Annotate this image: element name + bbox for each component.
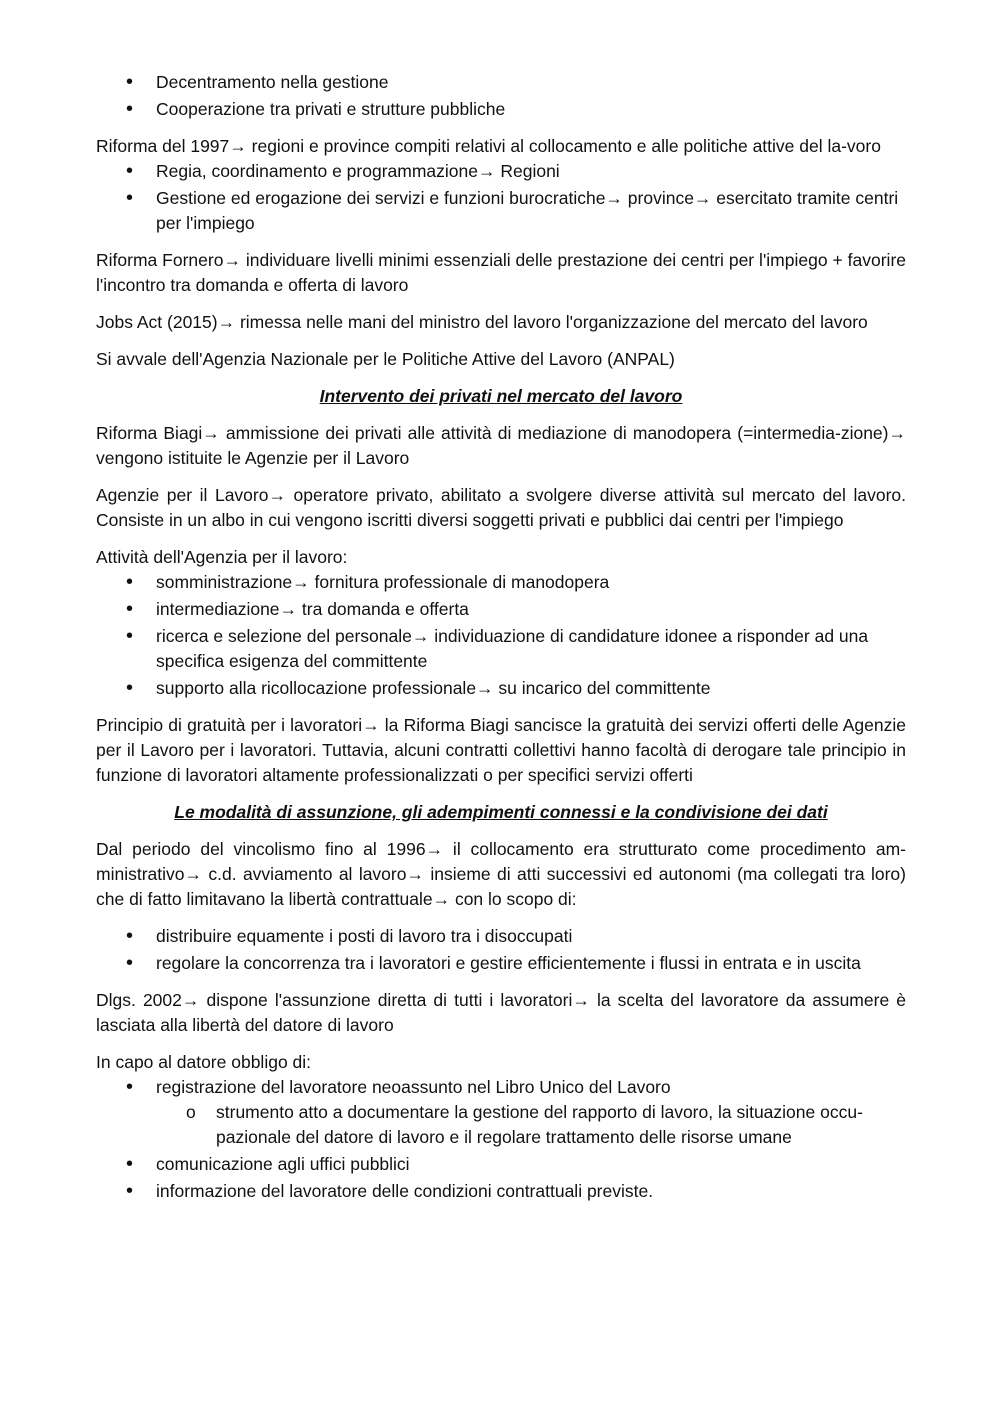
section-heading-privati: Intervento dei privati nel mercato del lavoro [319,386,683,406]
list-item: • somministrazione→ fornitura professionale di manodopera [96,570,906,595]
bullet-list-attivita [96,570,906,701]
paragraph-gratuita: Principio di gratuità per i lavoratori→ la Riforma Biagi sancisce la gratuità dei servizi offerti delle Agenzie per il Lavoro per i lavoratori. Tuttavia, alcuni contratti collettivi hanno facoltà di derogare tale principio in funzione di lavoratori altamente professionalizzati o per specifici servizi offerti [96,715,906,785]
sub-list-item: o strumento atto a documentare la gestione del rapporto di lavoro, la situazione occu-pazionale del datore di lavoro e il regolare trattamento delle risorse umane [156,1100,906,1150]
circle-bullet-icon [186,1100,196,1125]
paragraph-attivita: Attività dell'Agenzia per il lavoro: [96,547,348,567]
sub-list [156,1100,906,1150]
list-item: • Decentramento nella gestione [96,70,906,95]
bullet-list-obblighi [96,1075,906,1204]
bullet-icon [126,924,146,949]
paragraph-fornero: Riforma Fornero→ individuare livelli minimi essenziali delle prestazione dei centri per l'impiego + favorire l'incontro tra domanda e offerta di lavoro [96,250,906,295]
bullet-icon [126,676,146,701]
bullet-list-scopi [96,924,906,976]
list-item: • comunicazione agli uffici pubblici [96,1152,906,1177]
list-item: • Cooperazione tra privati e strutture pubbliche [96,97,906,122]
bullet-icon [126,597,146,622]
list-item: • Gestione ed erogazione dei servizi e funzioni burocratiche→ province→ esercitato tramite centri per l'impiego [96,186,906,236]
list-item: • supporto alla ricollocazione professionale→ su incarico del committente [96,676,906,701]
list-item: • distribuire equamente i posti di lavoro tra i disoccupati [96,924,906,949]
paragraph-agenzie: Agenzie per il Lavoro→ operatore privato, abilitato a svolgere diverse attività sul mercato del lavoro. Consiste in un albo in cui vengono iscritti diversi soggetti privati e pubblici dai centri per l'impiego [96,485,906,530]
list-item: • informazione del lavoratore delle condizioni contrattuali previste. [96,1179,906,1204]
paragraph-biagi: Riforma Biagi→ ammissione dei privati alle attività di mediazione di manodopera (=intermedia-zione)→ vengono istituite le Agenzie per il Lavoro [96,423,906,468]
list-item: • registrazione del lavoratore neoassunto nel Libro Unico del Lavoro o strumento atto a documentare la gestione del rapporto di lavoro, la situazione occu-pazionale del datore di lavoro e il regolare trattamento delle risorse umane [96,1075,906,1150]
paragraph-anpal: Si avvale dell'Agenzia Nazionale per le Politiche Attive del Lavoro (ANPAL) [96,349,675,369]
list-item: • Regia, coordinamento e programmazione→ Regioni [96,159,906,184]
list-item: • ricerca e selezione del personale→ individuazione di candidature idonee a risponder ad una specifica esigenza del committente [96,624,906,674]
bullet-icon [126,570,146,595]
bullet-icon [126,1179,146,1204]
section-heading-assunzione: Le modalità di assunzione, gli adempimenti connessi e la condivisione dei dati [174,802,828,822]
bullet-icon [126,951,146,976]
bullet-icon [126,624,146,649]
list-item: • intermediazione→ tra domanda e offerta [96,597,906,622]
bullet-icon [126,1152,146,1177]
bullet-icon [126,159,146,184]
paragraph-vincolismo: Dal periodo del vincolismo fino al 1996→ il collocamento era strutturato come procedimento am-ministrativo→ c.d. avviamento al lavoro→ insieme di atti successivi ed autonomi (ma collegati tra loro) che di fatto limitavano la libertà contrattuale→ con lo scopo di: [96,839,906,909]
paragraph-dlgs-2002: Dlgs. 2002→ dispone l'assunzione diretta di tutti i lavoratori→ la scelta del lavoratore da assumere è lasciata alla libertà del datore di lavoro [96,990,906,1035]
bullet-icon [126,186,146,211]
document-page [96,70,906,1216]
list-item: • regolare la concorrenza tra i lavoratori e gestire efficientemente i flussi in entrata e in uscita [96,951,906,976]
bullet-icon [126,70,146,95]
bullet-list-competences [96,159,906,236]
paragraph-capo-datore: In capo al datore obbligo di: [96,1052,312,1072]
bullet-icon [126,1075,146,1100]
bullet-icon [126,97,146,122]
bullet-list-principles [96,70,906,122]
paragraph-riforma-1997: Riforma del 1997→ regioni e province compiti relativi al collocamento e alle politiche attive del la-voro [96,136,881,156]
paragraph-jobs-act: Jobs Act (2015)→ rimessa nelle mani del ministro del lavoro l'organizzazione del mercato del lavoro [96,312,868,332]
